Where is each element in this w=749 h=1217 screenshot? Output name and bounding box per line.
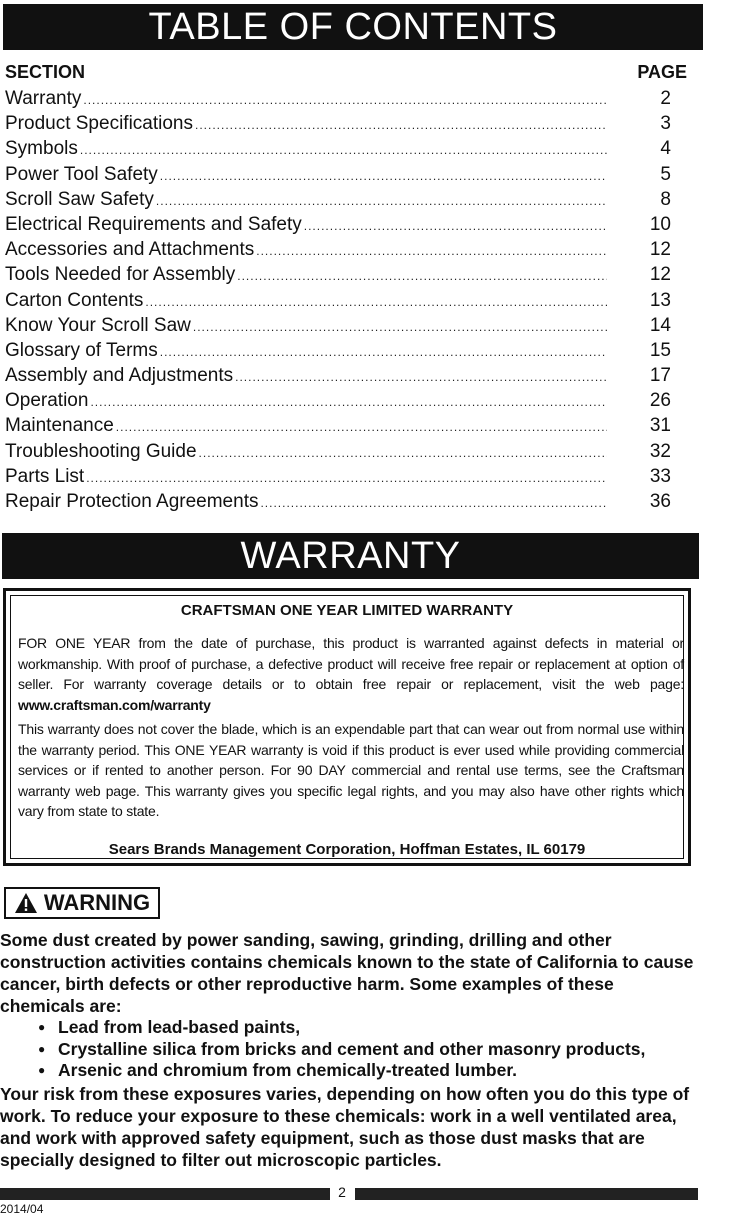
warranty-company: Sears Brands Management Corporation, Hoffman Estates, IL 60179 [108, 841, 586, 858]
toc-entry[interactable] [5, 413, 685, 438]
toc-entry-page: 8 [660, 188, 671, 210]
toc-leader-dots [160, 164, 607, 189]
toc-entry[interactable] [5, 162, 685, 187]
toc-entry-title: Operation [5, 390, 89, 412]
toc-entry-title: Electrical Requirements and Safety [5, 213, 302, 235]
toc-entry-page: 15 [649, 339, 671, 361]
toc-entry-page: 10 [649, 213, 671, 235]
toc-entry[interactable] [5, 388, 685, 413]
toc-leader-dots [116, 415, 607, 440]
toc-leader-dots [90, 390, 607, 415]
toc-leader-dots [83, 88, 607, 113]
toc-entry[interactable] [5, 187, 685, 212]
toc-entry[interactable] [5, 489, 685, 514]
toc-entry[interactable] [5, 136, 685, 161]
warranty-paragraph-1 [18, 633, 684, 715]
toc-entry-page: 26 [649, 390, 671, 412]
toc-leader-dots [235, 365, 607, 390]
toc-entry-title: Parts List [5, 465, 85, 487]
toc-page-header: PAGE [637, 62, 687, 82]
warranty-paragraph-2: This warranty does not cover the blade, which is an expendable part that can wear out from normal use within the warranty period. This ONE YEAR warranty is void if this product is ever used while providing commercial services or if rented to another person. For 90 DAY commercial and rental use terms, see the Craftsman warranty web page. This warranty gives you specific legal rights, and you may also have other rights which vary from state to state. [18, 721, 684, 819]
warranty-title: CRAFTSMAN ONE YEAR LIMITED WARRANTY [180, 602, 514, 619]
toc-entry-page: 14 [649, 314, 671, 336]
warranty-box [3, 588, 691, 866]
toc-entry-page: 33 [649, 465, 671, 487]
toc-entry-page: 12 [649, 239, 671, 261]
toc-entry-title: Repair Protection Agreements [5, 491, 259, 512]
warning-triangle-icon [14, 892, 38, 914]
toc-leader-dots [86, 466, 607, 491]
toc-entry-page: 4 [660, 138, 671, 160]
warning-bullets [38, 1017, 645, 1082]
toc-entry-title: Carton Contents [5, 289, 144, 311]
warning-bullet: ● Crystalline silica from bricks and cement and other masonry products, [38, 1039, 645, 1061]
toc-entry-title: Glossary of Terms [5, 339, 158, 361]
toc-section-header: SECTION [5, 62, 86, 82]
toc-entry-page: 5 [660, 163, 671, 185]
warranty-banner: WARRANTY [2, 533, 699, 579]
toc-leader-dots [199, 441, 607, 466]
toc-leader-dots [145, 290, 607, 315]
footer-date: 2014/04 [0, 1202, 44, 1216]
toc-leader-dots [156, 189, 607, 214]
toc-leader-dots [195, 113, 607, 138]
warning-badge [4, 887, 160, 919]
toc-entry-title: Power Tool Safety [5, 163, 158, 185]
toc-entry-page: 17 [649, 365, 671, 387]
toc-banner: TABLE OF CONTENTS [3, 4, 703, 50]
toc-entry[interactable] [5, 338, 685, 363]
toc-entry-page: 2 [660, 88, 671, 109]
toc-entry-page: 31 [649, 415, 671, 437]
toc-leader-dots [237, 264, 607, 289]
toc-leader-dots [304, 214, 607, 239]
toc-entry-title: Accessories and Attachments [5, 239, 255, 261]
toc-entry-title: Troubleshooting Guide [5, 440, 197, 462]
toc-entry-page: 32 [649, 440, 671, 462]
toc-leader-dots [260, 491, 607, 516]
toc-entry-title: Symbols [5, 138, 78, 160]
toc-entry[interactable] [5, 212, 685, 237]
toc-leader-dots [193, 315, 607, 340]
toc-entry[interactable] [5, 439, 685, 464]
toc-entry[interactable] [5, 464, 685, 489]
toc-entry-title: Warranty [5, 88, 82, 109]
toc-entry[interactable] [5, 86, 685, 111]
toc-entry-title: Know Your Scroll Saw [5, 314, 191, 336]
toc-leader-dots [80, 138, 607, 163]
toc-entry-title: Product Specifications [5, 113, 193, 135]
warning-risk: Your risk from these exposures varies, depending on how often you do this type of work. To reduce your exposure to these chemicals: work in a well ventilated area, and work with approved safety equipment, such as those dust masks that are specially designed to filter out microscopic particles. [0, 1084, 690, 1170]
toc-entry[interactable] [5, 363, 685, 388]
toc-entry[interactable] [5, 111, 685, 136]
toc-entry[interactable] [5, 262, 685, 287]
toc-entry-title: Assembly and Adjustments [5, 365, 234, 387]
toc-leader-dots [256, 239, 607, 264]
toc-entry[interactable] [5, 313, 685, 338]
toc-entry-page: 12 [649, 264, 671, 286]
toc-entry-page: 13 [649, 289, 671, 311]
warning-bullet: ● Lead from lead-based paints, [38, 1017, 645, 1039]
toc-list [5, 86, 685, 514]
toc-entry[interactable] [5, 237, 685, 262]
warranty-web-link[interactable]: www.craftsman.com/warranty [18, 696, 211, 713]
footer-bar-left [0, 1188, 330, 1200]
toc-entry-page: 36 [649, 491, 671, 512]
toc-entry-title: Maintenance [5, 415, 114, 437]
toc-entry-page: 3 [660, 113, 671, 135]
toc-leader-dots [160, 340, 607, 365]
warning-bullet: ● Arsenic and chromium from chemically-treated lumber. [38, 1060, 645, 1082]
warning-intro: Some dust created by power sanding, sawing, grinding, drilling and other construction activities contains chemicals known to the state of California to cause cancer, birth defects or other reproductive harm. Some examples of these chemicals are: [0, 930, 694, 1016]
footer-bar-right [355, 1188, 698, 1200]
warning-label: WARNING [43, 890, 151, 915]
warranty-paragraph-1-text: FOR ONE YEAR from the date of purchase, this product is warranted against defects in material or workmanship. With proof of purchase, a defective product will receive free repair or replacement at option of seller. For warranty coverage details or to obtain free repair or replacement, visit the web page: [18, 635, 684, 692]
toc-entry[interactable] [5, 288, 685, 313]
toc-entry-title: Scroll Saw Safety [5, 188, 154, 210]
toc-entry-title: Tools Needed for Assembly [5, 264, 236, 286]
page-number: 2 [338, 1184, 346, 1200]
